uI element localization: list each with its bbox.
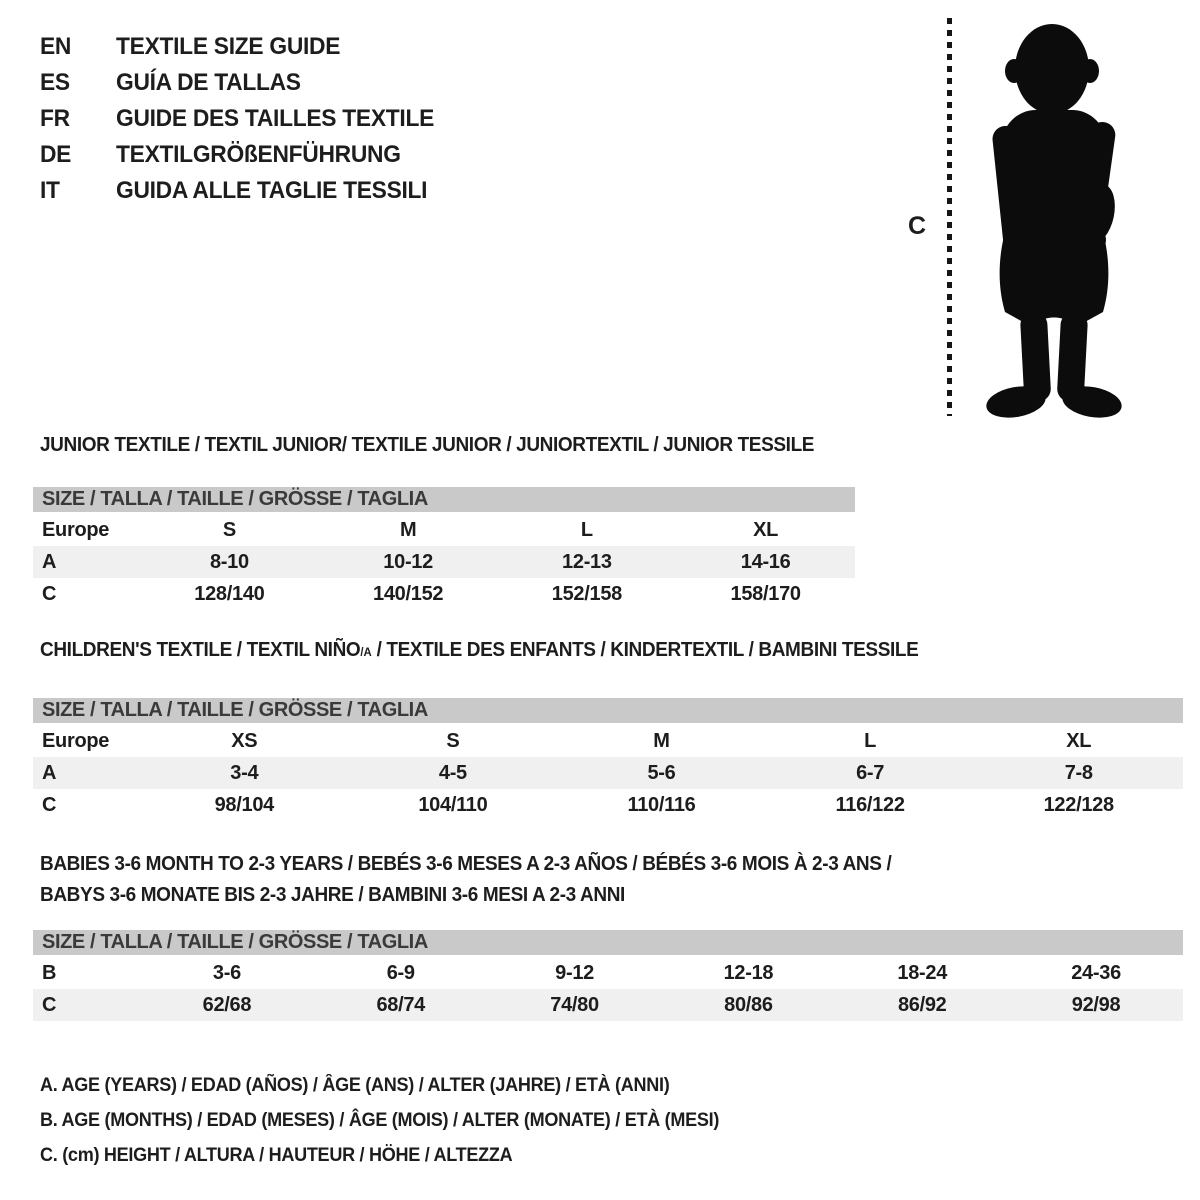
value-cell: 6-9: [386, 961, 415, 984]
height-dashed-line: [947, 18, 952, 416]
size-cell: L: [580, 518, 593, 541]
size-cell: XL: [1066, 729, 1092, 752]
language-code: DE: [40, 141, 72, 168]
language-row-fr: [40, 101, 434, 137]
value-cell: 80/86: [724, 993, 773, 1016]
value-cell: 128/140: [194, 582, 265, 605]
babies-size-table: [33, 930, 1183, 1021]
table-row-height: [33, 989, 1183, 1021]
table-row-europe: [33, 514, 855, 546]
value-cell: 9-12: [555, 961, 594, 984]
row-label: C: [42, 993, 57, 1016]
language-row-it: [40, 173, 434, 209]
row-label: B: [42, 961, 57, 984]
value-cell: 3-4: [230, 761, 259, 784]
value-cell: 140/152: [373, 582, 444, 605]
language-label: GUIDE DES TAILLES TEXTILE: [116, 105, 435, 132]
table-row-europe: [33, 725, 1183, 757]
value-cell: 8-10: [209, 550, 249, 573]
value-cell: 10-12: [383, 550, 433, 573]
size-cell: XS: [231, 729, 258, 752]
junior-section-heading: JUNIOR TEXTILE / TEXTIL JUNIOR/ TEXTILE JUNIOR / JUNIORTEXTIL / JUNIOR TESSILE: [40, 434, 815, 456]
value-cell: 110/116: [627, 793, 696, 816]
value-cell: 5-6: [647, 761, 676, 784]
value-cell: 74/80: [550, 993, 599, 1016]
language-label: GUIDA ALLE TAGLIE TESSILI: [116, 177, 428, 204]
value-cell: 12-13: [562, 550, 612, 573]
size-cell: L: [864, 729, 877, 752]
size-cell: S: [446, 729, 460, 752]
language-label: TEXTILE SIZE GUIDE: [116, 33, 341, 60]
language-list: [40, 29, 434, 209]
value-cell: 12-18: [723, 961, 774, 984]
value-cell: 3-6: [212, 961, 241, 984]
row-label: C: [42, 793, 57, 816]
value-cell: 122/128: [1043, 793, 1114, 816]
value-cell: 158/170: [730, 582, 801, 605]
size-cell: XL: [753, 518, 779, 541]
language-row-en: [40, 29, 434, 65]
value-cell: 104/110: [418, 793, 488, 816]
language-code: FR: [40, 105, 70, 132]
table-size-header: SIZE / TALLA / TAILLE / GRÖSSE / TAGLIA: [33, 487, 855, 512]
value-cell: 18-24: [897, 961, 948, 984]
children-size-table: [33, 698, 1183, 821]
value-cell: 6-7: [856, 761, 885, 784]
size-cell: M: [653, 729, 670, 752]
value-cell: 14-16: [740, 550, 791, 573]
language-code: ES: [40, 69, 70, 96]
language-code: EN: [40, 33, 72, 60]
measure-label-c: C: [908, 212, 927, 240]
legend-line-a: A. AGE (YEARS) / EDAD (AÑOS) / ÂGE (ANS) / ALTER (JAHRE) / ETÀ (ANNI): [40, 1074, 670, 1096]
value-cell: 62/68: [202, 993, 252, 1016]
value-cell: 116/122: [835, 793, 905, 816]
table-row-months: [33, 957, 1183, 989]
junior-size-table: [33, 487, 855, 610]
heading-suffix: / TEXTILE DES ENFANTS / KINDERTEXTIL / BAMBINI TESSILE: [371, 639, 919, 661]
babies-heading-line1: BABIES 3-6 MONTH TO 2-3 YEARS / BEBÉS 3-6 MESES A 2-3 AÑOS / BÉBÉS 3-6 MOIS À 2-3 ANS /: [40, 853, 892, 875]
language-row-es: [40, 65, 434, 101]
value-cell: 68/74: [376, 993, 426, 1016]
heading-sub: /A: [360, 645, 372, 659]
legend: [40, 1068, 719, 1173]
value-cell: 7-8: [1064, 761, 1093, 784]
children-section-heading: [40, 640, 918, 660]
value-cell: 4-5: [438, 761, 467, 784]
language-label: GUÍA DE TALLAS: [116, 69, 301, 96]
value-cell: 92/98: [1071, 993, 1121, 1016]
language-row-de: [40, 137, 434, 173]
row-label: Europe: [42, 518, 110, 541]
legend-line-c: C. (cm) HEIGHT / ALTURA / HAUTEUR / HÖHE / ALTEZZA: [40, 1144, 513, 1166]
baby-silhouette-icon: [968, 14, 1140, 420]
size-cell: M: [399, 518, 417, 541]
row-label: A: [42, 550, 57, 573]
table-row-age: [33, 546, 855, 578]
babies-section-heading: [40, 849, 891, 911]
value-cell: 152/158: [551, 582, 622, 605]
row-label: C: [42, 582, 57, 605]
value-cell: 24-36: [1071, 961, 1121, 984]
babies-heading-line2: BABYS 3-6 MONATE BIS 2-3 JAHRE / BAMBINI 3-6 MESI A 2-3 ANNI: [40, 884, 625, 906]
legend-line-b: B. AGE (MONTHS) / EDAD (MESES) / ÂGE (MOIS) / ALTER (MONATE) / ETÀ (MESI): [40, 1109, 720, 1131]
table-size-header: SIZE / TALLA / TAILLE / GRÖSSE / TAGLIA: [33, 930, 1183, 955]
language-label: TEXTILGRÖßENFÜHRUNG: [116, 141, 401, 168]
table-row-height: [33, 578, 855, 610]
heading-prefix: CHILDREN'S TEXTILE / TEXTIL NIÑO: [40, 639, 361, 661]
table-row-height: [33, 789, 1183, 821]
language-code: IT: [40, 177, 60, 204]
value-cell: 98/104: [214, 793, 274, 816]
value-cell: 86/92: [897, 993, 947, 1016]
size-cell: S: [222, 518, 236, 541]
row-label: A: [42, 761, 57, 784]
table-row-age: [33, 757, 1183, 789]
table-size-header: SIZE / TALLA / TAILLE / GRÖSSE / TAGLIA: [33, 698, 1183, 723]
row-label: Europe: [42, 729, 110, 752]
